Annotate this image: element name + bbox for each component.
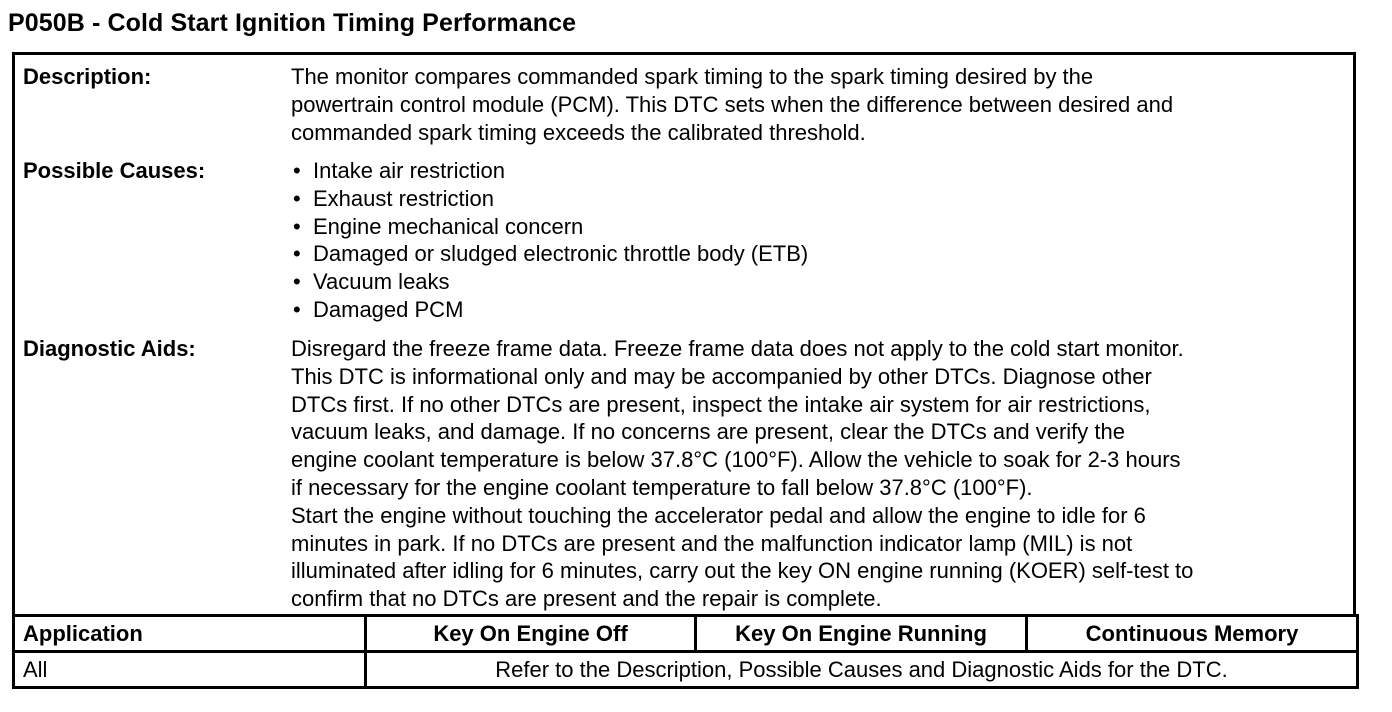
diagnostic-aids-line: illuminated after idling for 6 minutes, carry out the key ON engine running (KOER) self-test to [291, 558, 1194, 584]
bullet-icon: • [293, 158, 301, 183]
koeo-header: Key On Engine Off [366, 616, 696, 652]
diagnostic-aids-line: engine coolant temperature is below 37.8°C (100°F). Allow the vehicle to soak for 2-3 hours [291, 447, 1181, 473]
application-header: Application [14, 616, 366, 652]
table-header-row [14, 616, 1358, 652]
diagnostic-aids-line: Start the engine without touching the accelerator pedal and allow the engine to idle for 6 [291, 502, 1146, 528]
bullet-icon: • [293, 269, 301, 295]
diagnostic-aids-line: minutes in park. If no DTCs are present and the malfunction indicator lamp (MIL) is not [291, 530, 1133, 556]
list-item: • Damaged PCM [293, 296, 464, 322]
application-table [12, 614, 1359, 689]
bullet-icon: • [293, 241, 301, 267]
diagnostic-aids-line: confirm that no DTCs are present and the repair is complete. [291, 586, 882, 612]
list-item: • Damaged or sludged electronic throttle body (ETB) [293, 241, 809, 267]
diagnostic-aids-line: Disregard the freeze frame data. Freeze frame data does not apply to the cold start monitor. [291, 336, 1184, 361]
bullet-icon: • [293, 296, 301, 322]
continuous-memory-header: Continuous Memory [1027, 616, 1358, 652]
bullet-icon: • [293, 185, 301, 211]
list-item: • Intake air restriction [293, 158, 505, 183]
diagnostic-aids-text [291, 335, 1345, 613]
description-line: powertrain control module (PCM). This DTC sets when the difference between desired and [291, 91, 1174, 117]
possible-causes-label: Possible Causes: [23, 158, 206, 183]
application-cell: All [14, 652, 366, 688]
diagnostic-aids-line: if necessary for the engine coolant temperature to fall below 37.8°C (100°F). [291, 474, 1033, 500]
koer-header: Key On Engine Running [696, 616, 1027, 652]
list-item: • Engine mechanical concern [293, 213, 584, 239]
table-row [14, 652, 1358, 688]
page-title: P050B - Cold Start Ignition Timing Performance [8, 9, 577, 37]
dtc-info-box [12, 52, 1356, 614]
possible-causes-list [291, 157, 1345, 324]
description-label: Description: [23, 64, 152, 89]
bullet-icon: • [293, 213, 301, 239]
list-item: • Exhaust restriction [293, 185, 494, 211]
description-line: commanded spark timing exceeds the calibrated threshold. [291, 119, 866, 145]
diagnostic-aids-label: Diagnostic Aids: [23, 336, 196, 361]
diagnostic-aids-line: DTCs first. If no other DTCs are present, inspect the intake air system for air restrictions, [291, 391, 1151, 417]
description-line: The monitor compares commanded spark timing to the spark timing desired by the [291, 64, 1094, 89]
description-text [291, 63, 1345, 146]
diagnostic-aids-line: This DTC is informational only and may be accompanied by other DTCs. Diagnose other [291, 363, 1152, 389]
refer-note-cell: Refer to the Description, Possible Causes and Diagnostic Aids for the DTC. [366, 652, 1358, 688]
diagnostic-aids-line: vacuum leaks, and damage. If no concerns are present, clear the DTCs and verify the [291, 419, 1125, 445]
list-item: • Vacuum leaks [293, 269, 450, 295]
